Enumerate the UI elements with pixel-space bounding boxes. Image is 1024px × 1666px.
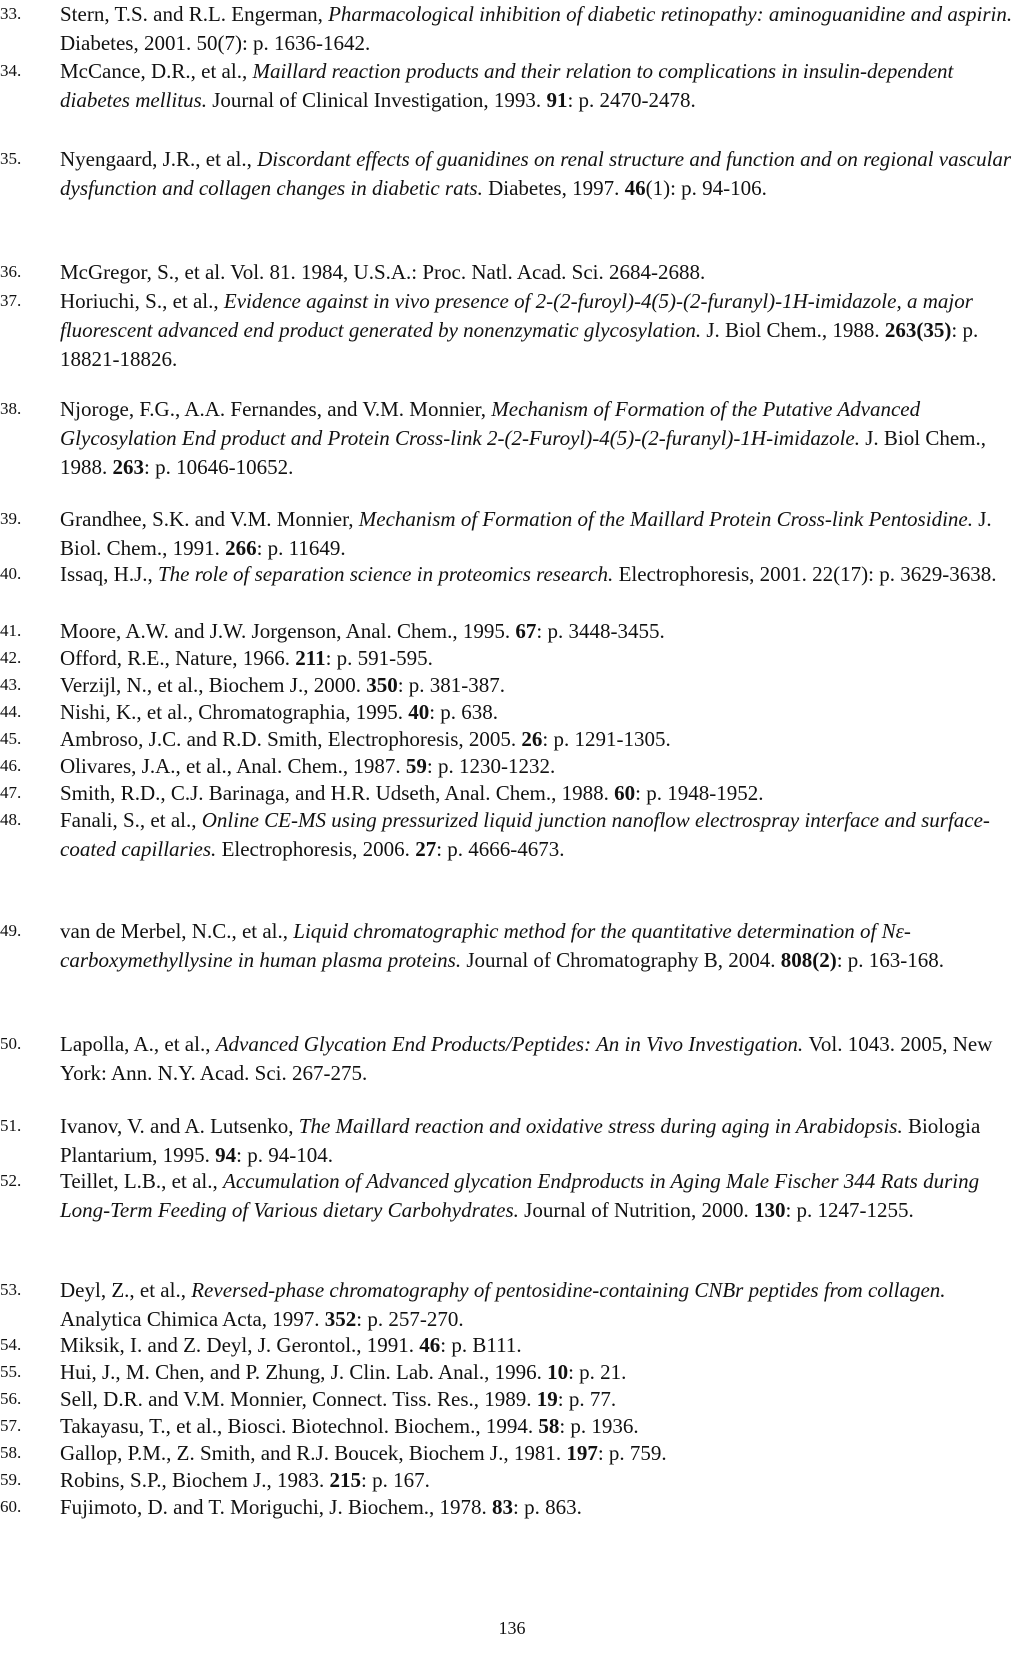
reference-text: [60, 1385, 1020, 1414]
reference-volume: 352: [324, 1307, 357, 1331]
reference-number: 37.: [0, 291, 22, 310]
reference-tail: : p. 863.: [513, 1495, 582, 1519]
reference-source: Diabetes, 1997.: [488, 176, 625, 200]
reference-volume: 60: [614, 781, 636, 805]
reference-volume: 59: [405, 754, 427, 778]
reference-text: [60, 1412, 1020, 1441]
reference-tail: : p. B111.: [440, 1333, 522, 1357]
reference-source: Analytica Chimica Acta, 1997.: [60, 1307, 325, 1331]
reference-source: J. Biol Chem., 1988.: [706, 318, 885, 342]
reference-text: [60, 752, 1020, 781]
reference-tail: : p. 591-595.: [325, 646, 433, 670]
reference-tail: (1): p. 94-106.: [645, 176, 767, 200]
reference-text: [60, 1331, 1020, 1360]
reference-authors: Smith, R.D., C.J. Barinaga, and H.R. Udseth, Anal. Chem., 1988.: [60, 781, 615, 805]
reference-authors: Offord, R.E., Nature, 1966.: [60, 646, 296, 670]
reference-number: 50.: [0, 1034, 22, 1053]
reference-authors: Stern, T.S. and R.L. Engerman,: [60, 2, 329, 26]
reference-text: [60, 671, 1020, 700]
reference-title: Advanced Glycation End Products/Peptides: An in Vivo Investigation.: [215, 1032, 809, 1056]
reference-number: 49.: [0, 921, 22, 940]
reference-text: [60, 725, 1020, 754]
reference-tail: : p. 10646-10652.: [144, 455, 294, 479]
reference-tail: : p. 1291-1305.: [542, 727, 671, 751]
reference-text: [60, 1358, 1020, 1387]
reference-text: [60, 560, 1020, 589]
reference-number: 38.: [0, 399, 22, 418]
reference-authors: Sell, D.R. and V.M. Monnier, Connect. Tiss. Res., 1989.: [60, 1387, 537, 1411]
reference-authors: Nyengaard, J.R., et al.,: [60, 147, 258, 171]
reference-tail: : p. 759.: [597, 1441, 667, 1465]
reference-authors: Lapolla, A., et al.,: [60, 1032, 216, 1056]
reference-authors: Fujimoto, D. and T. Moriguchi, J. Biochem., 1978.: [60, 1495, 493, 1519]
reference-authors: Moore, A.W. and J.W. Jorgenson, Anal. Chem., 1995.: [60, 619, 516, 643]
reference-text: [60, 917, 1020, 975]
reference-title: Accumulation of Advanced glycation Endproducts in Aging Male Fischer 344 Rats during Long-Term Feeding of Various dietary Carbohydrates.: [60, 1169, 985, 1222]
reference-number: 51.: [0, 1116, 22, 1135]
reference-source: Journal of Nutrition, 2000.: [524, 1198, 754, 1222]
reference-authors: McGregor, S., et al. Vol. 81. 1984, U.S.A.: Proc. Natl. Acad. Sci. 2684-2688.: [60, 260, 706, 284]
reference-authors: Njoroge, F.G., A.A. Fernandes, and V.M. Monnier,: [60, 397, 492, 421]
reference-authors: Nishi, K., et al., Chromatographia, 1995.: [60, 700, 409, 724]
reference-text: [60, 1439, 1020, 1468]
reference-number: 56.: [0, 1389, 22, 1408]
reference-number: 60.: [0, 1497, 22, 1516]
reference-title: Pharmacological inhibition of diabetic retinopathy: aminoguanidine and aspirin.: [328, 2, 1018, 26]
reference-number: 34.: [0, 61, 22, 80]
reference-volume: 27: [415, 837, 437, 861]
reference-volume: 46: [624, 176, 646, 200]
reference-tail: : p. 1948-1952.: [635, 781, 764, 805]
reference-title: Maillard reaction products and their relation to complications in insulin-dependent diabetes mellitus.: [60, 59, 959, 112]
reference-text: [60, 1030, 1020, 1088]
reference-volume: 46: [419, 1333, 441, 1357]
reference-source: Journal of Clinical Investigation, 1993.: [212, 88, 547, 112]
reference-number: 53.: [0, 1280, 22, 1299]
reference-source: Biologia Plantarium, 1995.: [60, 1114, 986, 1167]
reference-authors: McCance, D.R., et al.,: [60, 59, 253, 83]
reference-text: [60, 395, 1020, 482]
reference-volume: 19: [536, 1387, 558, 1411]
reference-tail: : p. 4666-4673.: [436, 837, 565, 861]
reference-title: Evidence against in vivo presence of 2-(2-furoyl)-4(5)-(2-furanyl)-1H-imidazole, a major fluorescent advanced end product generated by nonenzymatic glycosylation.: [60, 289, 979, 342]
reference-number: 47.: [0, 783, 22, 802]
reference-volume: 263(35): [884, 318, 952, 342]
reference-authors: Miksik, I. and Z. Deyl, J. Gerontol., 1991.: [60, 1333, 420, 1357]
reference-source: Vol. 1043. 2005, New York: Ann. N.Y. Acad. Sci. 267-275.: [60, 1032, 997, 1085]
reference-volume: 197: [566, 1441, 598, 1465]
reference-text: [60, 0, 1020, 58]
reference-text: [60, 57, 1020, 115]
reference-tail: : p. 1230-1232.: [426, 754, 556, 778]
reference-authors: Hui, J., M. Chen, and P. Zhung, J. Clin. Lab. Anal., 1996.: [60, 1360, 548, 1384]
reference-volume: 40: [408, 700, 430, 724]
reference-number: 41.: [0, 621, 22, 640]
reference-title: Liquid chromatographic method for the quantitative determination of Nε-carboxymethyllysine in human plasma proteins.: [60, 919, 911, 972]
reference-volume: 67: [515, 619, 537, 643]
reference-number: 54.: [0, 1335, 22, 1354]
reference-title: Reversed-phase chromatography of pentosidine-containing CNBr peptides from collagen.: [191, 1278, 951, 1302]
reference-tail: : p. 77.: [557, 1387, 617, 1411]
reference-source: Electrophoresis, 2001. 22(17): p. 3629-3638.: [618, 562, 997, 586]
reference-authors: Issaq, H.J.,: [60, 562, 158, 586]
reference-number: 43.: [0, 675, 22, 694]
reference-volume: 83: [492, 1495, 514, 1519]
reference-volume: 94: [215, 1143, 237, 1167]
reference-text: [60, 1112, 1020, 1170]
reference-text: [60, 1167, 1020, 1225]
reference-volume: 58: [538, 1414, 560, 1438]
reference-number: 48.: [0, 810, 22, 829]
reference-number: 58.: [0, 1443, 22, 1462]
reference-tail: : p. 167.: [361, 1468, 430, 1492]
reference-number: 40.: [0, 564, 22, 583]
reference-number: 44.: [0, 702, 22, 721]
reference-volume: 130: [753, 1198, 786, 1222]
reference-title: Online CE-MS using pressurized liquid junction nanoflow electrospray interface and surface-coated capillaries.: [60, 808, 990, 861]
reference-authors: Fanali, S., et al.,: [60, 808, 202, 832]
reference-volume: 91: [546, 88, 568, 112]
reference-text: [60, 779, 1020, 808]
reference-number: 57.: [0, 1416, 22, 1435]
reference-tail: : p. 94-104.: [236, 1143, 333, 1167]
reference-text: [60, 505, 1020, 563]
reference-number: 42.: [0, 648, 22, 667]
reference-volume: 26: [521, 727, 543, 751]
reference-authors: Robins, S.P., Biochem J., 1983.: [60, 1468, 330, 1492]
reference-source: Electrophoresis, 2006.: [221, 837, 416, 861]
reference-number: 35.: [0, 149, 22, 168]
reference-authors: Gallop, P.M., Z. Smith, and R.J. Boucek, Biochem J., 1981.: [60, 1441, 567, 1465]
reference-text: [60, 287, 1020, 374]
reference-tail: : p. 257-270.: [356, 1307, 464, 1331]
reference-volume: 266: [225, 536, 257, 560]
reference-tail: : p. 638.: [429, 700, 499, 724]
reference-volume: 215: [329, 1468, 362, 1492]
reference-text: [60, 698, 1020, 727]
reference-number: 46.: [0, 756, 22, 775]
reference-source: Diabetes, 2001. 50(7): p. 1636-1642.: [60, 31, 371, 55]
reference-volume: 808(2): [780, 948, 837, 972]
reference-tail: : p. 1936.: [559, 1414, 639, 1438]
reference-authors: Grandhee, S.K. and V.M. Monnier,: [60, 507, 359, 531]
reference-authors: Olivares, J.A., et al., Anal. Chem., 1987.: [60, 754, 406, 778]
reference-tail: : p. 11649.: [256, 536, 346, 560]
reference-authors: Horiuchi, S., et al.,: [60, 289, 224, 313]
reference-number: 33.: [0, 4, 22, 23]
reference-source: J. Biol Chem., 1988.: [60, 426, 992, 479]
reference-authors: Ambroso, J.C. and R.D. Smith, Electrophoresis, 2005.: [60, 727, 522, 751]
page-number: 136: [498, 1618, 526, 1638]
reference-number: 55.: [0, 1362, 22, 1381]
reference-authors: van de Merbel, N.C., et al.,: [60, 919, 294, 943]
reference-number: 52.: [0, 1171, 22, 1190]
reference-number: 39.: [0, 509, 22, 528]
reference-volume: 263: [112, 455, 144, 479]
reference-tail: : p. 1247-1255.: [785, 1198, 914, 1222]
reference-authors: Teillet, L.B., et al.,: [60, 1169, 223, 1193]
reference-authors: Deyl, Z., et al.,: [60, 1278, 192, 1302]
reference-tail: : p. 3448-3455.: [536, 619, 665, 643]
reference-source: Journal of Chromatography B, 2004.: [466, 948, 781, 972]
reference-text: [60, 1466, 1020, 1495]
reference-title: The Maillard reaction and oxidative stress during aging in Arabidopsis.: [298, 1114, 908, 1138]
reference-tail: : p. 2470-2478.: [567, 88, 696, 112]
reference-authors: Ivanov, V. and A. Lutsenko,: [60, 1114, 299, 1138]
reference-tail: : p. 381-387.: [397, 673, 506, 697]
reference-text: [60, 258, 1020, 287]
reference-title: Mechanism of Formation of the Maillard Protein Cross-link Pentosidine.: [358, 507, 979, 531]
reference-tail: : p. 163-168.: [836, 948, 945, 972]
reference-text: [60, 617, 1020, 646]
reference-volume: 350: [366, 673, 398, 697]
reference-title: Discordant effects of guanidines on renal structure and function and on regional vascular dysfunction and collagen changes in diabetic rats.: [60, 147, 1017, 200]
reference-title: Mechanism of Formation of the Putative Advanced Glycosylation End product and Protein Cross-link 2-(2-Furoyl)-4(5)-(2-furanyl)-1H-imidazole.: [60, 397, 926, 450]
reference-source: J. Biol. Chem., 1991.: [60, 507, 997, 560]
reference-text: [60, 1276, 1020, 1334]
reference-text: [60, 806, 1020, 864]
reference-number: 45.: [0, 729, 22, 748]
reference-text: [60, 1493, 1020, 1522]
reference-tail: : p. 21.: [568, 1360, 627, 1384]
reference-number: 36.: [0, 262, 22, 281]
reference-authors: Takayasu, T., et al., Biosci. Biotechnol. Biochem., 1994.: [60, 1414, 539, 1438]
reference-title: The role of separation science in proteomics research.: [158, 562, 619, 586]
reference-tail: : p. 18821-18826.: [60, 318, 984, 371]
reference-authors: Verzijl, N., et al., Biochem J., 2000.: [60, 673, 367, 697]
reference-text: [60, 145, 1020, 203]
reference-volume: 211: [295, 646, 326, 670]
reference-text: [60, 644, 1020, 673]
reference-number: 59.: [0, 1470, 22, 1489]
reference-volume: 10: [547, 1360, 569, 1384]
